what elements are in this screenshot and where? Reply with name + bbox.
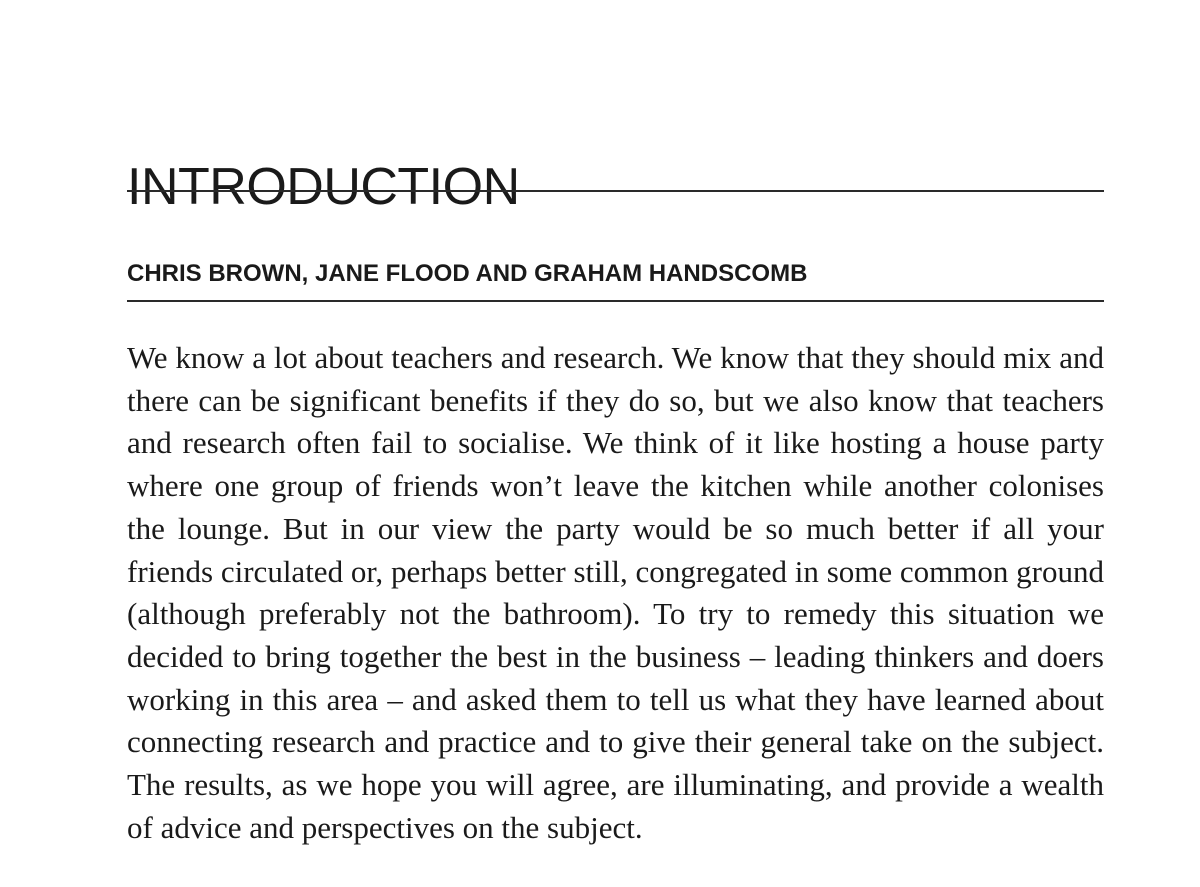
body-paragraph: We know a lot about teachers and research. We know that they should mix and there can be significant benefits if they do so, but we also know that teachers and research often fail to socialise. We think of it like hosting a house party where one group of friends won’t leave the kitchen while another colonises the lounge. But in our view the party would be so much better if all your friends circulated or, perhaps better still, congregated in some common ground (although preferably not the bathroom). To try to remedy this situation we decided to bring together the best in the business – leading thinkers and doers working in this area – and asked them to tell us what they have learned about connecting research and practice and to give their general take on the subject. The results, as we hope you will agree, are illuminating, and provide a wealth of advice and perspectives on the subject. <box>127 340 1104 845</box>
chapter-title: INTRODUCTION <box>127 157 520 216</box>
authors-divider <box>127 300 1104 302</box>
title-divider <box>127 190 1104 192</box>
chapter-authors: CHRIS BROWN, JANE FLOOD AND GRAHAM HANDSCOMB <box>127 260 808 287</box>
book-page <box>127 0 1104 887</box>
